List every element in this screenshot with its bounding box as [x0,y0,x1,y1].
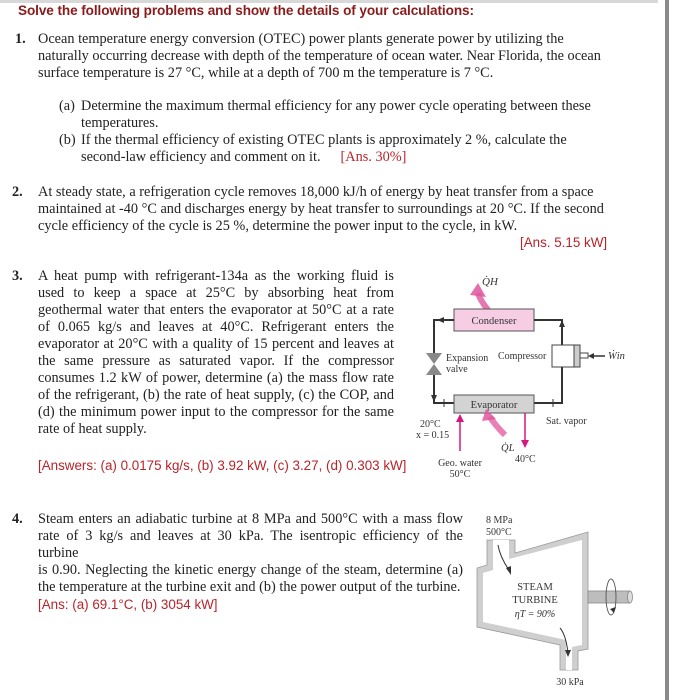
part-label: (a) [59,98,75,114]
inlet-pressure-label: 8 MPa [486,515,513,526]
problem-line: the temperature at the turbine exit and (b) the power output of the turbine. [38,579,461,595]
w-in-label: Ẇin [608,351,625,362]
problem-line: surface temperature is 27 °C, while at a depth of 700 m the temperature is 7 °C. [38,65,494,81]
turbine-shaft [588,591,630,603]
page-edge [665,0,669,700]
compressor-box [552,345,574,367]
problem-1-answer: [Ans. 30%] [340,149,407,165]
problem-4-answer: [Ans: (a) 69.1°C, (b) 3054 kW] [38,597,218,612]
inlet-temp-label: 20°C [420,419,441,430]
problem-line: of 0.065 kg/s and leaves at 40°C. Refrigerant enters the [38,319,394,335]
q-h-label: Q̇H [482,276,498,288]
problem-line: (d) the minimum power input to the compressor for the same [38,404,394,420]
problem-1-number: 1. [15,31,26,47]
problem-2-answer: [Ans. 5.15 kW] [520,235,608,250]
problem-line: is 0.90. Neglecting the kinetic energy change of the steam, determine (a) [38,562,463,578]
outlet-water-temp-label: 40°C [515,454,536,465]
problem-line: of the refrigerant, (b) the rate of heat supply, (c) the COP, and [38,387,394,403]
steam-turbine-diagram [460,495,665,700]
problem-line: the same pressure as saturated vapor. If the compressor [38,353,394,369]
problem-1-part-b [59,132,619,166]
problem-line: rate of heat supply. [38,421,147,437]
instructions-heading: Solve the following problems and show the details of your calculations: [18,3,474,18]
sat-vapor-label: Sat. vapor [546,416,587,427]
evaporator-label: Evaporator [470,400,518,411]
inlet-quality-label: x = 0.15 [416,430,450,441]
q-l-label: Q̇L [501,443,515,454]
outlet-pressure-label: 30 kPa [556,677,584,688]
problem-line: naturally occurring decrease with depth of the temperature of ocean water. Near Florida, the ocean [38,48,601,64]
part-line: second-law efficiency and comment on it. [81,149,321,165]
turbine-label-line1: STEAM [517,582,553,593]
problem-line: consumes 1.2 kW of power, determine (a) the mass flow rate [38,370,394,386]
turbine-efficiency-label: ηT = 90% [514,609,556,620]
inlet-temp-label: 500°C [486,527,512,538]
problem-2-text [38,184,628,235]
problem-line: Steam enters an adiabatic turbine at 8 MPa and 500°C with a mass flow [38,511,463,527]
part-line: If the thermal efficiency of existing OTEC plants is approximately 2 %, calculate the [81,132,567,148]
problem-3-text [38,268,394,438]
problem-line: At steady state, a refrigeration cycle removes 18,000 kJ/h of energy by heat transfer from a space [38,184,594,200]
problem-line: cycle efficiency of the cycle is 25 %, determine the power input to the cycle, in kW. [38,218,518,234]
problem-line: maintained at -40 °C and discharges energy by heat transfer to surroundings at 20 °C. If the second [38,201,604,217]
problem-4-number: 4. [12,511,23,527]
compressor-label: Compressor [498,351,547,362]
part-text [81,98,591,132]
part-line: Determine the maximum thermal efficiency for any power cycle operating between these [81,98,591,114]
expansion-valve-label: valve [446,364,468,375]
part-line: temperatures. [81,115,159,131]
geo-water-temp-label: 50°C [449,469,471,480]
condenser-label: Condenser [471,316,517,327]
problem-line: used to keep a space at 25°C by absorbing heat from [38,285,394,301]
problem-line: rate of 3 kg/s and leaves at 30 kPa. The isentropic efficiency of the turbine [38,528,463,561]
problem-line: A heat pump with refrigerant-134a as the working fluid is [38,268,394,284]
problem-3-answer: [Answers: (a) 0.0175 kg/s, (b) 3.92 kW, (c) 3.27, (d) 0.303 kW] [38,458,407,473]
problem-1-text [38,31,613,82]
heat-in-arrow-icon [490,417,505,435]
problem-line: geothermal water that enters the evaporator at 50°C at a rate [38,302,394,318]
problem-3-number: 3. [12,268,23,284]
expansion-valve-icon [426,353,442,364]
heat-pump-diagram [410,255,665,480]
problem-4-text [38,511,463,596]
problem-1-part-a [59,98,619,132]
expansion-valve-label: Expansion [446,353,489,364]
problem-2-number: 2. [12,184,23,200]
problem-line: evaporator at 20°C with a quality of 15 percent and leaves at [38,336,394,352]
part-text [81,132,567,166]
part-label: (b) [59,132,76,148]
geo-water-label: Geo. water [438,458,482,469]
turbine-label-line2: TURBINE [512,595,558,606]
problem-line: Ocean temperature energy conversion (OTEC) power plants generate power by utilizing the [38,31,564,47]
